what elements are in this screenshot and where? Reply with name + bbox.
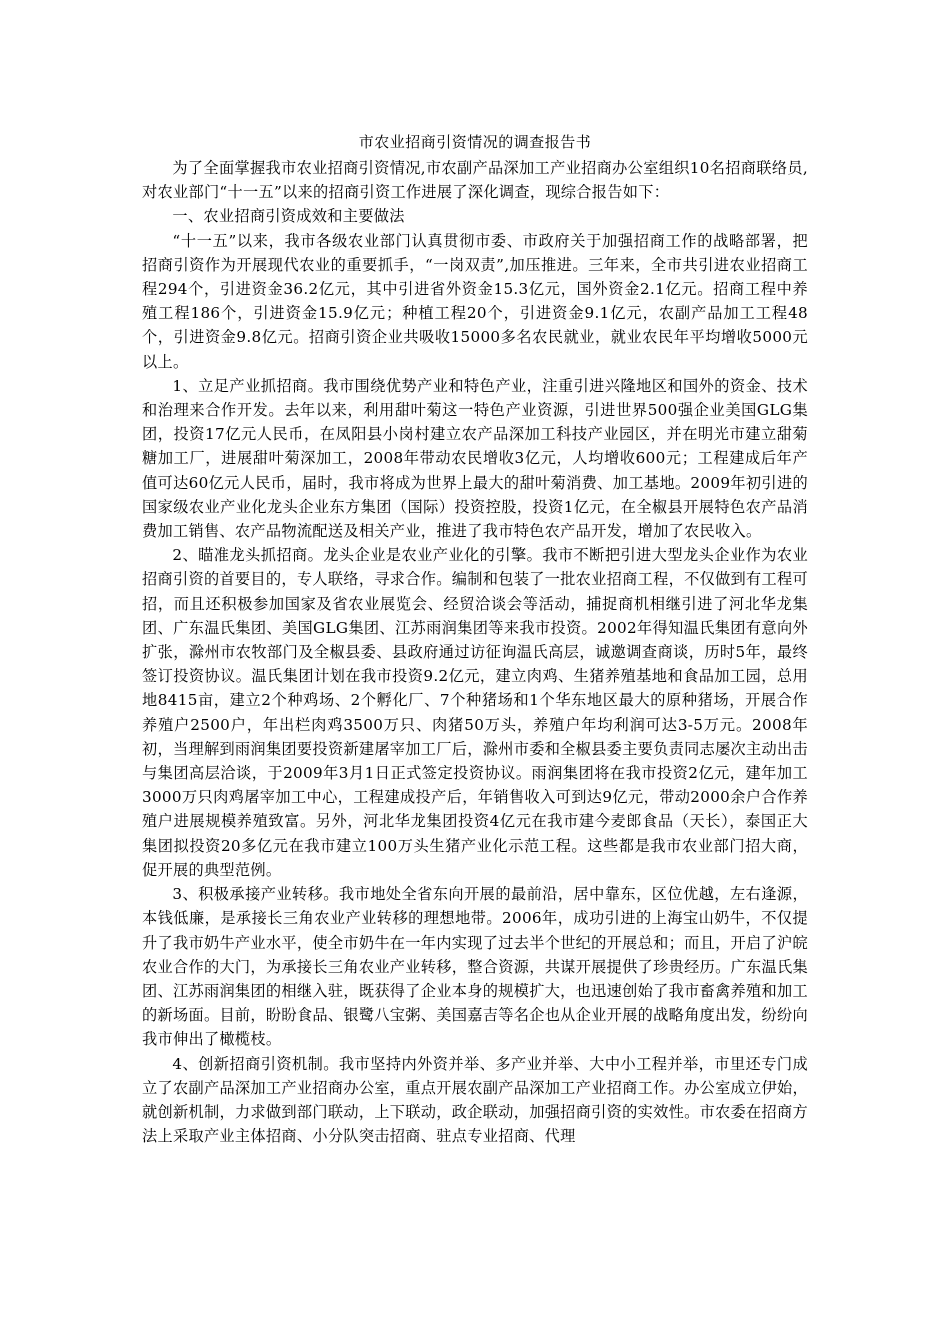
document-page	[142, 130, 808, 1148]
section1-paragraph: “十一五”以来，我市各级农业部门认真贯彻市委、市政府关于加强招商工作的战略部署，把招商引资作为开展现代农业的重要抓手，“一岗双责”,加压推进。三年来，全市共引进农业招商工程294个，引进资金36.2亿元，其中引进省外资金15.3亿元，国外资金2.1亿元。招商工程中养殖工程186个，引进资金15.9亿元；种植工程20个，引进资金9.1亿元，农副产品加工工程48个，引进资金9.8亿元。招商引资企业共吸收15000多名农民就业，就业农民年平均增收5000元以上。	[142, 231, 808, 371]
intro-paragraph: 为了全面掌握我市农业招商引资情况,市农副产品深加工产业招商办公室组织10名招商联络员,对农业部门“十一五”以来的招商引资工作进展了深化调查，现综合报告如下：	[142, 159, 808, 202]
section-heading-1: 一、农业招商引资成效和主要做法	[172, 207, 405, 226]
item-4-paragraph: 4、创新招商引资机制。我市坚持内外资并举、多产业并举、大中小工程并举，市里还专门成立了农副产品深加工产业招商办公室，重点开展农副产品深加工产业招商工作。办公室成立伊始，就创新机制，力求做到部门联动，上下联动，政企联动，加强招商引资的实效性。市农委在招商方法上采取产业主体招商、小分队突击招商、驻点专业招商、代理	[142, 1054, 808, 1146]
document-title: 市农业招商引资情况的调查报告书	[358, 133, 592, 151]
item-3-paragraph: 3、积极承接产业转移。我市地处全省东向开展的最前沿，居中靠东，区位优越，左右逢源，本钱低廉，是承接长三角农业产业转移的理想地带。2006年，成功引进的上海宝山奶牛，不仅提升了我市奶牛产业水平，使全市奶牛在一年内实现了过去半个世纪的开展总和；而且，开启了沪皖农业合作的大门，为承接长三角农业产业转移，整合资源，共谋开展提供了珍贵经历。广东温氏集团、江苏雨润集团的相继入驻，既获得了企业本身的规模扩大，也迅速创始了我市畜禽养殖和加工的新场面。目前，盼盼食品、银鹭八宝粥、美国嘉吉等名企也从企业开展的战略角度出发，纷纷向我市伸出了橄榄枝。	[142, 885, 808, 1049]
item-2-paragraph: 2、瞄准龙头抓招商。龙头企业是农业产业化的引擎。我市不断把引进大型龙头企业作为农业招商引资的首要目的，专人联络，寻求合作。编制和包装了一批农业招商工程，不仅做到有工程可招，而且还积极参加国家及省农业展览会、经贸洽谈会等活动，捕捉商机相继引进了河北华龙集团、广东温氏集团、美国GLG集团、江苏雨润集团等来我市投资。2002年得知温氏集团有意向外扩张，滁州市农牧部门及全椒县委、县政府通过访征询温氏高层，诚邀调查商谈，历时5年，最终签订投资协议。温氏集团计划在我市投资9.2亿元，建立肉鸡、生猪养殖基地和食品加工园，总用地8415亩，建立2个种鸡场、2个孵化厂、7个种猪场和1个华东地区最大的原种猪场，开展合作养殖户2500户，年出栏肉鸡3500万只、肉猪50万头，养殖户年均利润可达3-5万元。2008年初，当理解到雨润集团要投资新建屠宰加工厂后，滁州市委和全椒县委主要负责同志屡次主动出击与集团高层洽谈，于2009年3月1日正式签定投资协议。雨润集团将在我市投资2亿元，建年加工3000万只肉鸡屠宰加工中心，工程建成投产后，年销售收入可到达9亿元，带动2000余户合作养殖户进展规模养殖致富。另外，河北华龙集团投资4亿元在我市建今麦郎食品（天长），泰国正大集团拟投资20多亿元在我市建立100万头生猪产业化示范工程。这些都是我市农业部门招大商，促开展的典型范例。	[142, 546, 808, 879]
item-1-paragraph: 1、立足产业抓招商。我市围绕优势产业和特色产业，注重引进兴隆地区和国外的资金、技术和治理来合作开发。去年以来，利用甜叶菊这一特色产业资源，引进世界500强企业美国GLG集团，投资17亿元人民币，在凤阳县小岗村建立农产品深加工科技产业园区，并在明光市建立甜菊糖加工厂，进展甜叶菊深加工，2008年带动农民增收3亿元，人均增收600元；工程建成后年产值可达60亿元人民币，届时，我市将成为世界上最大的甜叶菊消费、加工基地。2009年初引进的国家级农业产业化龙头企业东方集团（国际）投资控股，投资1亿元，在全椒县开展特色农产品消费加工销售、农产品物流配送及相关产业，推进了我市特色农产品开发，增加了农民收入。	[142, 376, 808, 541]
